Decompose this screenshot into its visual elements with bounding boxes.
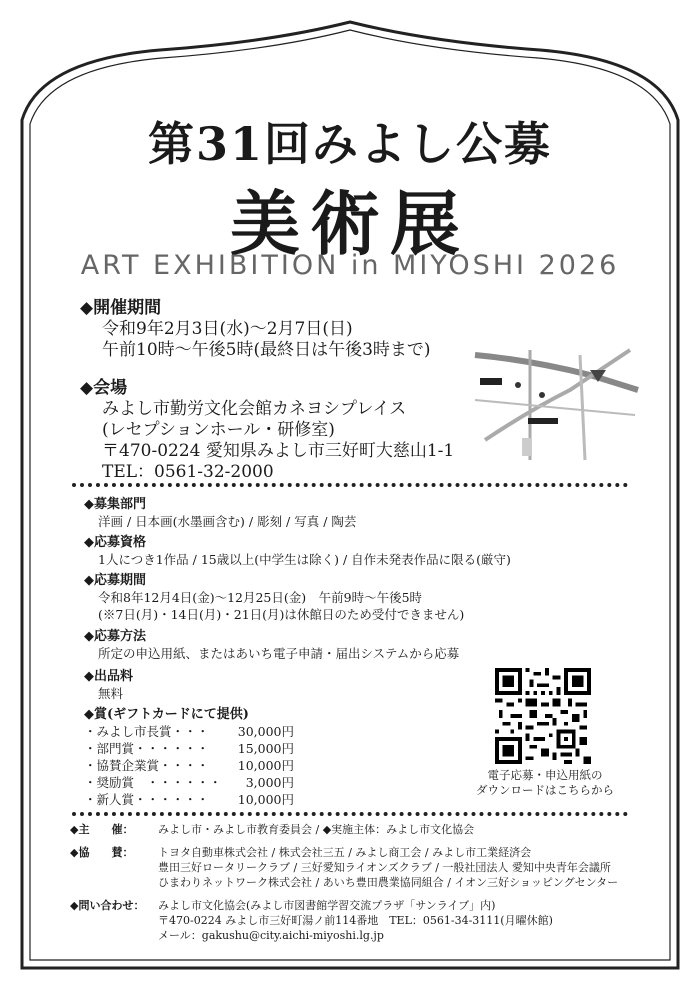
contact-row: [70, 898, 650, 943]
prize-name: ・奨励賞 ・・・・・・: [84, 775, 222, 790]
categories-block: [84, 496, 356, 530]
method-block: [84, 628, 459, 662]
fee-heading: ◆出品料: [84, 669, 133, 684]
qr-caption-line1: 電子応募・申込用紙の: [487, 768, 603, 782]
sponsor-line3: ひまわりネットワーク株式会社 / あいち豊田農業協同組合 / イオン三好ショッピングセンター: [158, 876, 619, 889]
sponsor-label: ◆協 賛：: [70, 846, 134, 859]
sponsor-list: [158, 845, 650, 890]
contact-line1: みよし市文化協会(みよし市図書館学習交流プラザ「サンライブ」内): [158, 899, 496, 912]
english-subtitle: ART EXHIBITION in MIYOSHI 2026: [80, 250, 620, 281]
qr-caption-line2: ダウンロードはこちらから: [476, 783, 614, 797]
venue-section: [80, 378, 454, 483]
prizes-block: [84, 706, 294, 808]
categories-heading: ◆募集部門: [84, 497, 146, 512]
sponsor-row: [70, 845, 650, 890]
method-text: 所定の申込用紙、またはあいち電子申請・届出システムから応募: [98, 646, 460, 661]
prize-row: [84, 757, 294, 774]
area-map: [470, 330, 640, 465]
organizer-row: [70, 822, 650, 837]
application-period-block: [84, 572, 464, 623]
prize-row: [84, 740, 294, 757]
period-hours: 午前10時～午後5時(最終日は午後3時まで): [102, 340, 431, 360]
event-title-line2: 美術展: [230, 182, 470, 265]
prize-value: 10,000円: [237, 792, 294, 807]
venue-rooms: (レセプションホール・研修室): [102, 420, 335, 440]
event-title-line1: 第31回みよし公募: [147, 117, 552, 171]
qr-caption: [455, 768, 635, 798]
application-period-text2: (※7日(月)・14日(月)・21日(月)は休館日のため受付できません): [98, 607, 465, 622]
categories-text: 洋画 / 日本画(水墨画含む) / 彫刻 / 写真 / 陶芸: [98, 514, 357, 529]
contact-email[interactable]: メール：gakushu@city.aichi-miyoshi.lg.jp: [158, 929, 384, 942]
prize-name: ・協賛企業賞・・・・: [84, 758, 210, 773]
eligibility-heading: ◆応募資格: [84, 535, 146, 550]
fee-block: [84, 668, 133, 702]
method-heading: ◆応募方法: [84, 629, 146, 644]
prize-name: ・みよし市長賞・・・: [84, 724, 210, 739]
prize-row: [84, 723, 294, 740]
period-dates: 令和9年2月3日(水)～2月7日(日): [102, 319, 353, 339]
period-section: [80, 298, 431, 361]
prize-value: 30,000円: [237, 724, 294, 739]
venue-tel: TEL：0561-32-2000: [102, 462, 274, 482]
contact-label: ◆問い合わせ：: [70, 899, 145, 912]
organizer-label: ◆主 催：: [70, 823, 134, 836]
prize-row: [84, 791, 294, 808]
prize-row: [84, 774, 294, 791]
prizes-heading: ◆賞(ギフトカードにて提供): [84, 707, 249, 722]
eligibility-text: 1人につき1作品 / 15歳以上(中学生は除く) / 自作未発表作品に限る(厳守): [98, 552, 511, 567]
sponsor-line1: トヨタ自動車株式会社 / 株式会社三五 / みよし商工会 / みよし市工業経済会: [158, 846, 532, 859]
divider-bottom: [72, 812, 628, 816]
sponsor-line2: 豊田三好ロータリークラブ / 三好愛知ライオンズクラブ / 一般社団法人 愛知中央青年会議所: [158, 861, 611, 874]
prize-value: 15,000円: [237, 741, 294, 756]
eligibility-block: [84, 534, 511, 568]
contact-line2: 〒470-0224 みよし市三好町湯ノ前114番地 TEL：0561-34-3111(月曜休館): [158, 914, 553, 927]
venue-heading: ◆会場: [80, 378, 128, 398]
period-heading: ◆開催期間: [80, 298, 162, 318]
qr-code[interactable]: [495, 668, 591, 764]
prize-value: 10,000円: [237, 758, 294, 773]
prize-name: ・部門賞・・・・・・: [84, 741, 210, 756]
venue-name: みよし市勤労文化会館カネヨシプレイス: [102, 399, 407, 419]
prize-name: ・新人賞・・・・・・: [84, 792, 210, 807]
organizer-text: みよし市・みよし市教育委員会 / ◆実施主体：みよし市文化協会: [158, 823, 475, 836]
contact-info: [158, 898, 650, 943]
fee-text: 無料: [98, 686, 124, 701]
footer-info: [70, 822, 650, 943]
venue-address: 〒470-0224 愛知県みよし市三好町大慈山1-1: [102, 441, 455, 461]
application-period-heading: ◆応募期間: [84, 573, 146, 588]
divider-top: [72, 483, 628, 487]
prize-value: 3,000円: [245, 775, 294, 790]
application-period-text1: 令和8年12月4日(金)～12月25日(金) 午前9時～午後5時: [98, 590, 423, 605]
